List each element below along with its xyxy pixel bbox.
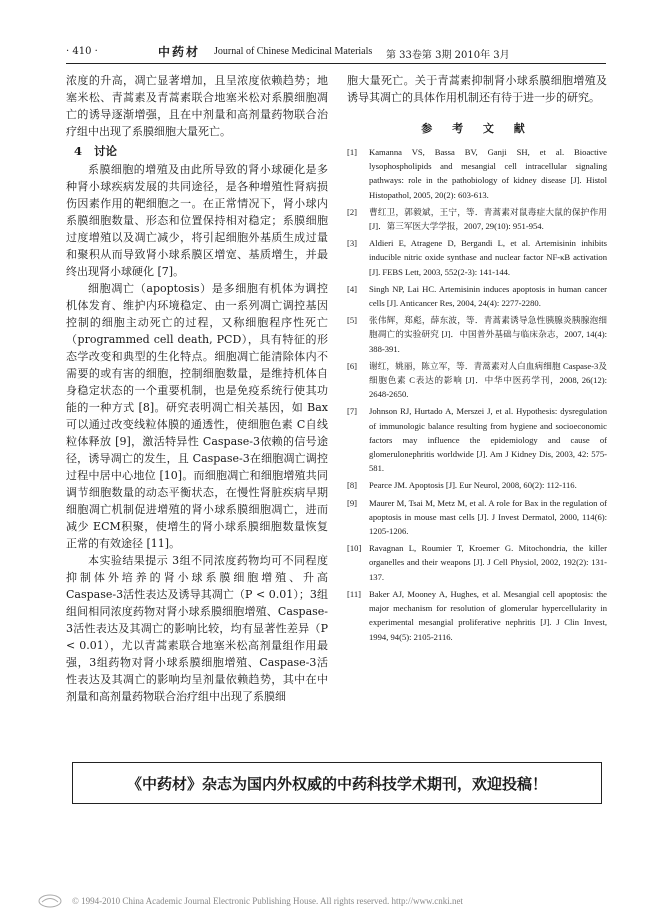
reference-item [347,587,607,644]
reference-list [347,145,607,644]
left-column [66,72,328,705]
reference-text: Pearce JM. Apoptosis [J]. Eur Neurol, 2008, 60(2): 112-116. [369,480,577,491]
reference-text: Kamanna VS, Bassa BV, Ganji SH, et al. Bioactive lysophospholipids and mesangial cell intracellular signaling pathways: role in the pathobiology of kidney disease [J]. Histol Histopathol, 2005, 20(2): 603-613. [369,147,607,200]
reference-number: [6] [347,360,358,371]
reference-item [347,359,607,402]
reference-item [347,541,607,584]
copyright-text: © 1994-2010 China Academic Journal Electronic Publishing House. All rights reserved. http://www.cnki.net [72,896,463,906]
cnki-logo-icon [38,893,62,909]
reference-item [347,404,607,475]
reference-number: [2] [347,206,358,217]
page-footer [38,895,638,911]
paragraph-results-summary: 本实验结果提示 3组不同浓度药物均可不同程度抑制体外培养的肾小球系膜细胞增殖、升高 Caspase-3活性表达及诱导其凋亡（P < 0.01）；3组组间相同浓度药物对肾小球系膜细胞增殖、Caspase-3活性表达及其凋亡的影响比较，均有显著性差异（P < 0.01），尤以青蒿素联合地塞米松高剂量组作用最强，3组药物对肾小球系膜细胞增殖、Caspase-3活性表达及其凋亡的影响均呈剂量依赖趋势，其中在中剂量和高剂量药物联合治疗组中出现了系膜细 [66,554,328,703]
reference-text: Singh NP, Lai HC. Artemisinin induces apoptosis in human cancer cells [J]. Anticancer Res, 2004, 24(4): 2277-2280. [369,283,607,309]
section-heading-discussion [74,143,328,160]
reference-item [347,205,607,233]
reference-text: 谢红，姚丽，陈立军，等．青蒿素对人白血病细胞 Caspase-3及细胞色素 C表达的影响 [J]．中华中医药学刊，2008, 26(12): 2648-2650. [369,360,607,400]
header-rule [66,63,606,64]
reference-number: [5] [347,315,358,326]
paragraph-results-end: 浓度的升高，凋亡显著增加，且呈浓度依赖趋势；地塞米松、青蒿素及青蒿素联合地塞米松对系膜细胞凋亡的诱导逐渐增强，且在中剂量和高剂量药物联合治疗组中出现了系膜细胞大量死亡。 [66,74,328,138]
reference-item [347,145,607,202]
reference-number: [10] [347,543,362,554]
reference-text: Ravagnan L, Roumier T, Kroemer G. Mitochondria, the killer organelles and their weapons [J]. J Cell Physiol, 2002, 192(2): 131-137. [369,543,607,582]
reference-text: 曹红卫，郭毅斌，王宁，等．青蒿素对鼠毒症大鼠的保护作用 [J]．第三军医大学学报，2007, 29(10): 951-954. [369,206,607,232]
reference-text: Johnson RJ, Hurtado A, Merszei J, et al. Hypothesis: dysregulation of immunologic balance resulting from hygiene and socioeconomic factors may influence the epidemiology and cause of glomerulonephritis worldwide [J]. Am J Kidney Dis, 2003, 42: 575-581. [369,406,607,474]
page-number: · 410 · [66,46,98,57]
paragraph-conclusion: 胞大量死亡。关于青蒿素抑制肾小球系膜细胞增殖及诱导其凋亡的具体作用机制还有待于进一步的研究。 [347,74,607,104]
reference-item [347,478,607,492]
paragraph-mesangial: 系膜细胞的增殖及由此所导致的肾小球硬化是多种肾小球疾病发展的共同途径，是各种增殖性肾病损伤因素作用的靶细胞之一。在正常情况下，肾小球内系膜细胞数量、形态和位置保持相对稳定；系膜细胞过度增殖以及凋亡减少，将引起细胞外基质生成过量和聚积从而导致肾小球系膜区增宽、基质增生，并最终出现肾小球硬化 [7]。 [66,163,328,278]
reference-item [347,496,607,539]
paragraph-apoptosis: 细胞凋亡（apoptosis）是多细胞有机体为调控机体发育、维护内环境稳定、由一系列凋亡调控基因控制的细胞主动死亡的过程，又称细胞程序性死亡（programmed cell death, PCD），具有特征的形态学改变和典型的生化特点。细胞凋亡能清除体内不需要的或有害的细胞，控制细胞数量，是维持机体自身稳定状态的一个重要机制，也是免疫系统行使其功能的一种方式 [8]。研究表明凋亡相关基因，如 Bax可以通过改变线粒体膜的通透性，使细胞色素 C自线粒体释放 [9]，激活特异性 Caspase-3依赖的信号途径，诱导凋亡的发生，且 Caspase-3在细胞凋亡调控过程中居中心地位 [10]。而细胞凋亡和细胞增殖共同调节细胞数量的动态平衡状态，在慢性肾脏疾病早期细胞凋亡机制促进增殖的肾小球系膜细胞凋亡，进而减少 ECM积聚，使增生的肾小球系膜细胞数量恢复正常的有效途径 [11]。 [66,282,328,550]
journal-banner: 《中药材》杂志为国内外权威的中药科技学术期刊，欢迎投稿！ [72,762,602,804]
reference-text: 张伟辉，郑彪，薛东波，等．青蒿素诱导急性胰腺炎胰腺泡细胞凋亡的实验研究 [J]．中国普外基础与临床杂志，2007, 14(4): 388-391. [369,315,607,354]
reference-number: [7] [347,406,358,417]
reference-number: [8] [347,480,358,491]
reference-number: [1] [347,147,358,157]
reference-text: Baker AJ, Mooney A, Hughes, et al. Mesangial cell apoptosis: the major mechanism for resolution of glomerular hypercellularity in experimental mesangial proliferative nephritis [J]. J Clin Invest, 1994, 94(5): 2105-2116. [369,588,607,642]
reference-item [347,282,607,310]
reference-number: [3] [347,238,358,249]
reference-text: Aldieri E, Atragene D, Bergandi L, et al. Artemisinin inhibits inducible nitric oxide synthase and nuclear factor NF-κB activation [J]. FEBS Lett, 2003, 552(2-3): 141-144. [369,238,607,277]
references-title: 参 考 文 献 [421,122,533,135]
section-title: 讨论 [94,144,117,158]
reference-number: [4] [347,283,358,294]
reference-item [347,236,607,279]
journal-title-en: Journal of Chinese Medicinal Materials [214,46,373,57]
section-number: 4 [74,144,83,158]
right-column [347,72,607,647]
page-header [66,43,606,61]
reference-number: [9] [347,497,358,508]
issue-info: 第 33卷第 3期 2010年 3月 [386,50,510,61]
reference-text: Maurer M, Tsai M, Metz M, et al. A role for Bax in the regulation of apoptosis in mouse mast cells [J]. J Invest Dermatol, 2000, 114(6): 1205-1206. [369,497,607,537]
reference-number: [11] [347,588,361,599]
reference-item [347,313,607,356]
journal-title-cn: 中药材 [158,45,201,59]
